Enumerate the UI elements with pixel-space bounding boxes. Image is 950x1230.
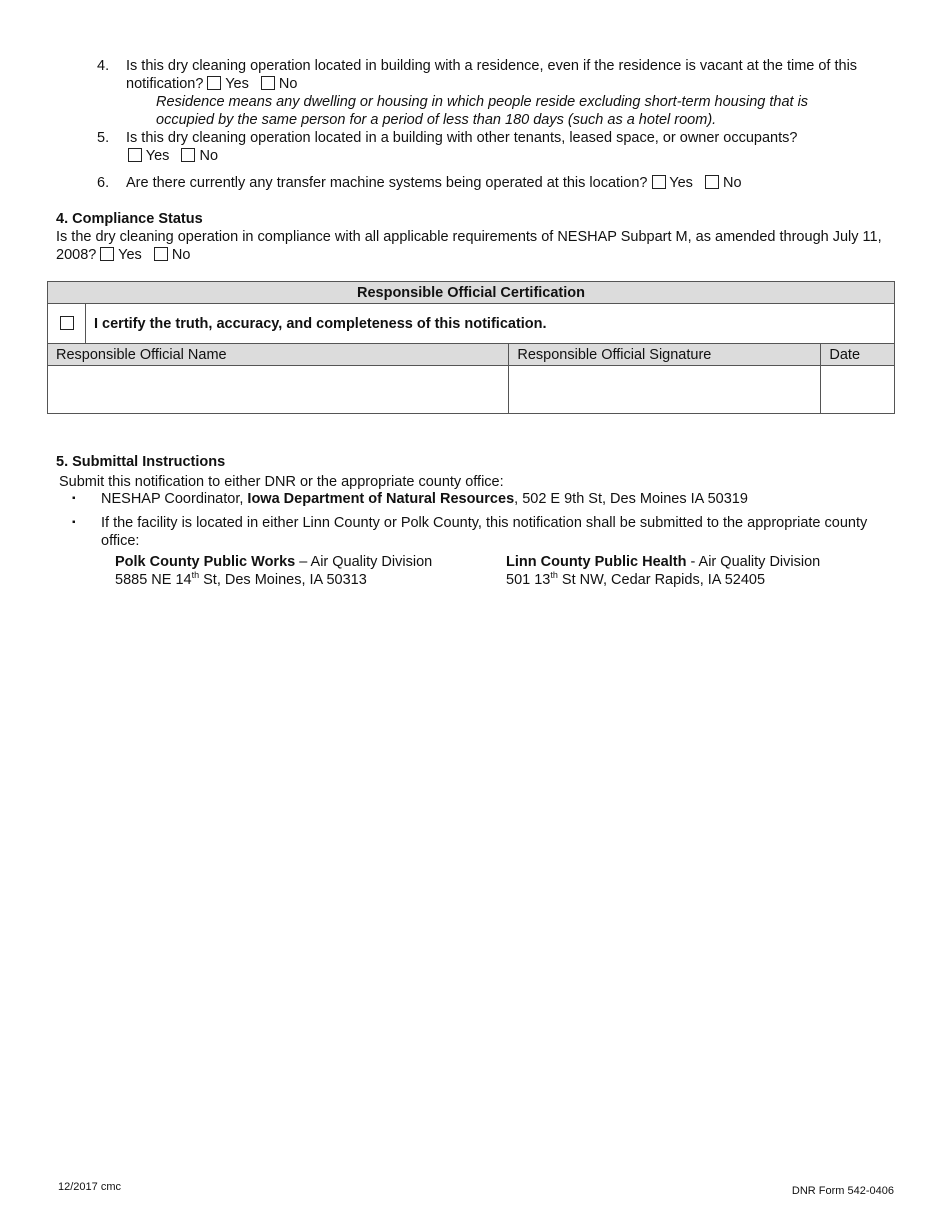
compliance-text: Is the dry cleaning operation in compliance with all applicable requirements of NESHAP Subpart M, as amended through July 11, 2008? (56, 229, 882, 263)
polk-address: 5885 NE 14th St, Des Moines, IA 50313 (115, 570, 367, 588)
question-6-number: 6. (97, 175, 110, 191)
date-field[interactable] (821, 366, 895, 414)
linn-division: - Air Quality Division (686, 554, 821, 570)
residence-note-line2: occupied by the same person for a period of less than 180 days (such as a hotel room). (156, 112, 717, 128)
compliance-question (56, 228, 896, 264)
compliance-heading: 4. Compliance Status (56, 211, 203, 227)
question-6 (126, 174, 890, 192)
polk-name: Polk County Public Works (115, 554, 296, 570)
linn-address: 501 13th St NW, Cedar Rapids, IA 52405 (506, 570, 766, 588)
linn-name: Linn County Public Health (506, 554, 687, 570)
certification-title: Responsible Official Certification (48, 282, 895, 304)
question-5-text: Is this dry cleaning operation located in a building with other tenants, leased space, or owner occupants? (126, 130, 798, 146)
linn-county-office (506, 553, 820, 589)
certify-checkbox[interactable] (60, 316, 74, 330)
dnr-prefix: NESHAP Coordinator, (101, 491, 244, 507)
q6-yes-checkbox[interactable] (652, 175, 666, 189)
q4-no-checkbox[interactable] (261, 76, 275, 90)
q4-no-label: No (278, 76, 298, 92)
q6-no-label: No (723, 175, 742, 191)
q5-yes-label: Yes (145, 148, 170, 164)
submittal-item-dnr (101, 490, 748, 508)
footer-form-number: DNR Form 542-0406 (791, 1185, 894, 1197)
q5-no-checkbox[interactable] (181, 148, 195, 162)
question-4-text: Is this dry cleaning operation located in building with a residence, even if the residence is vacant at the time of this notification? (126, 58, 858, 92)
official-signature-field[interactable] (509, 366, 821, 414)
footer-revision: 12/2017 cmc (58, 1181, 121, 1193)
compliance-yes-checkbox[interactable] (100, 247, 114, 261)
submittal-intro: Submit this notification to either DNR or the appropriate county office: (59, 474, 504, 490)
col-header-date: Date (821, 344, 895, 366)
dnr-address: , 502 E 9th St, Des Moines IA 50319 (514, 491, 748, 507)
col-header-signature: Responsible Official Signature (509, 344, 821, 366)
submittal-item-county: If the facility is located in either Linn County or Polk County, this notification shall be submitted to the appropriate county office: (101, 515, 868, 549)
official-name-field[interactable] (48, 366, 509, 414)
q5-yes-checkbox[interactable] (128, 148, 142, 162)
q5-no-label: No (199, 148, 219, 164)
residence-note-line1: Residence means any dwelling or housing in which people reside excluding short-term housing that is (156, 94, 809, 110)
certification-statement: I certify the truth, accuracy, and completeness of this notification. (86, 304, 895, 344)
q6-no-checkbox[interactable] (705, 175, 719, 189)
polk-name-line (115, 553, 432, 571)
compliance-no-label: No (171, 247, 191, 263)
question-4 (126, 57, 890, 93)
linn-name-line (506, 553, 820, 571)
q4-yes-checkbox[interactable] (207, 76, 221, 90)
q4-yes-label: Yes (225, 76, 249, 92)
bullet-1: ▪ (72, 493, 76, 504)
submittal-heading: 5. Submittal Instructions (56, 454, 226, 470)
compliance-yes-label: Yes (118, 247, 142, 263)
question-6-text: Are there currently any transfer machine systems being operated at this location? (126, 175, 648, 191)
compliance-no-checkbox[interactable] (154, 247, 168, 261)
certify-checkbox-cell (48, 304, 86, 344)
col-header-name: Responsible Official Name (48, 344, 509, 366)
certification-table (47, 281, 895, 414)
question-5-options (128, 147, 218, 165)
question-4-number: 4. (97, 58, 110, 74)
polk-division: – Air Quality Division (295, 554, 433, 570)
bullet-2: ▪ (72, 517, 76, 528)
polk-county-office (115, 553, 432, 589)
dnr-org-name: Iowa Department of Natural Resources (247, 491, 515, 507)
q6-yes-label: Yes (669, 175, 693, 191)
question-5-number: 5. (97, 130, 110, 146)
